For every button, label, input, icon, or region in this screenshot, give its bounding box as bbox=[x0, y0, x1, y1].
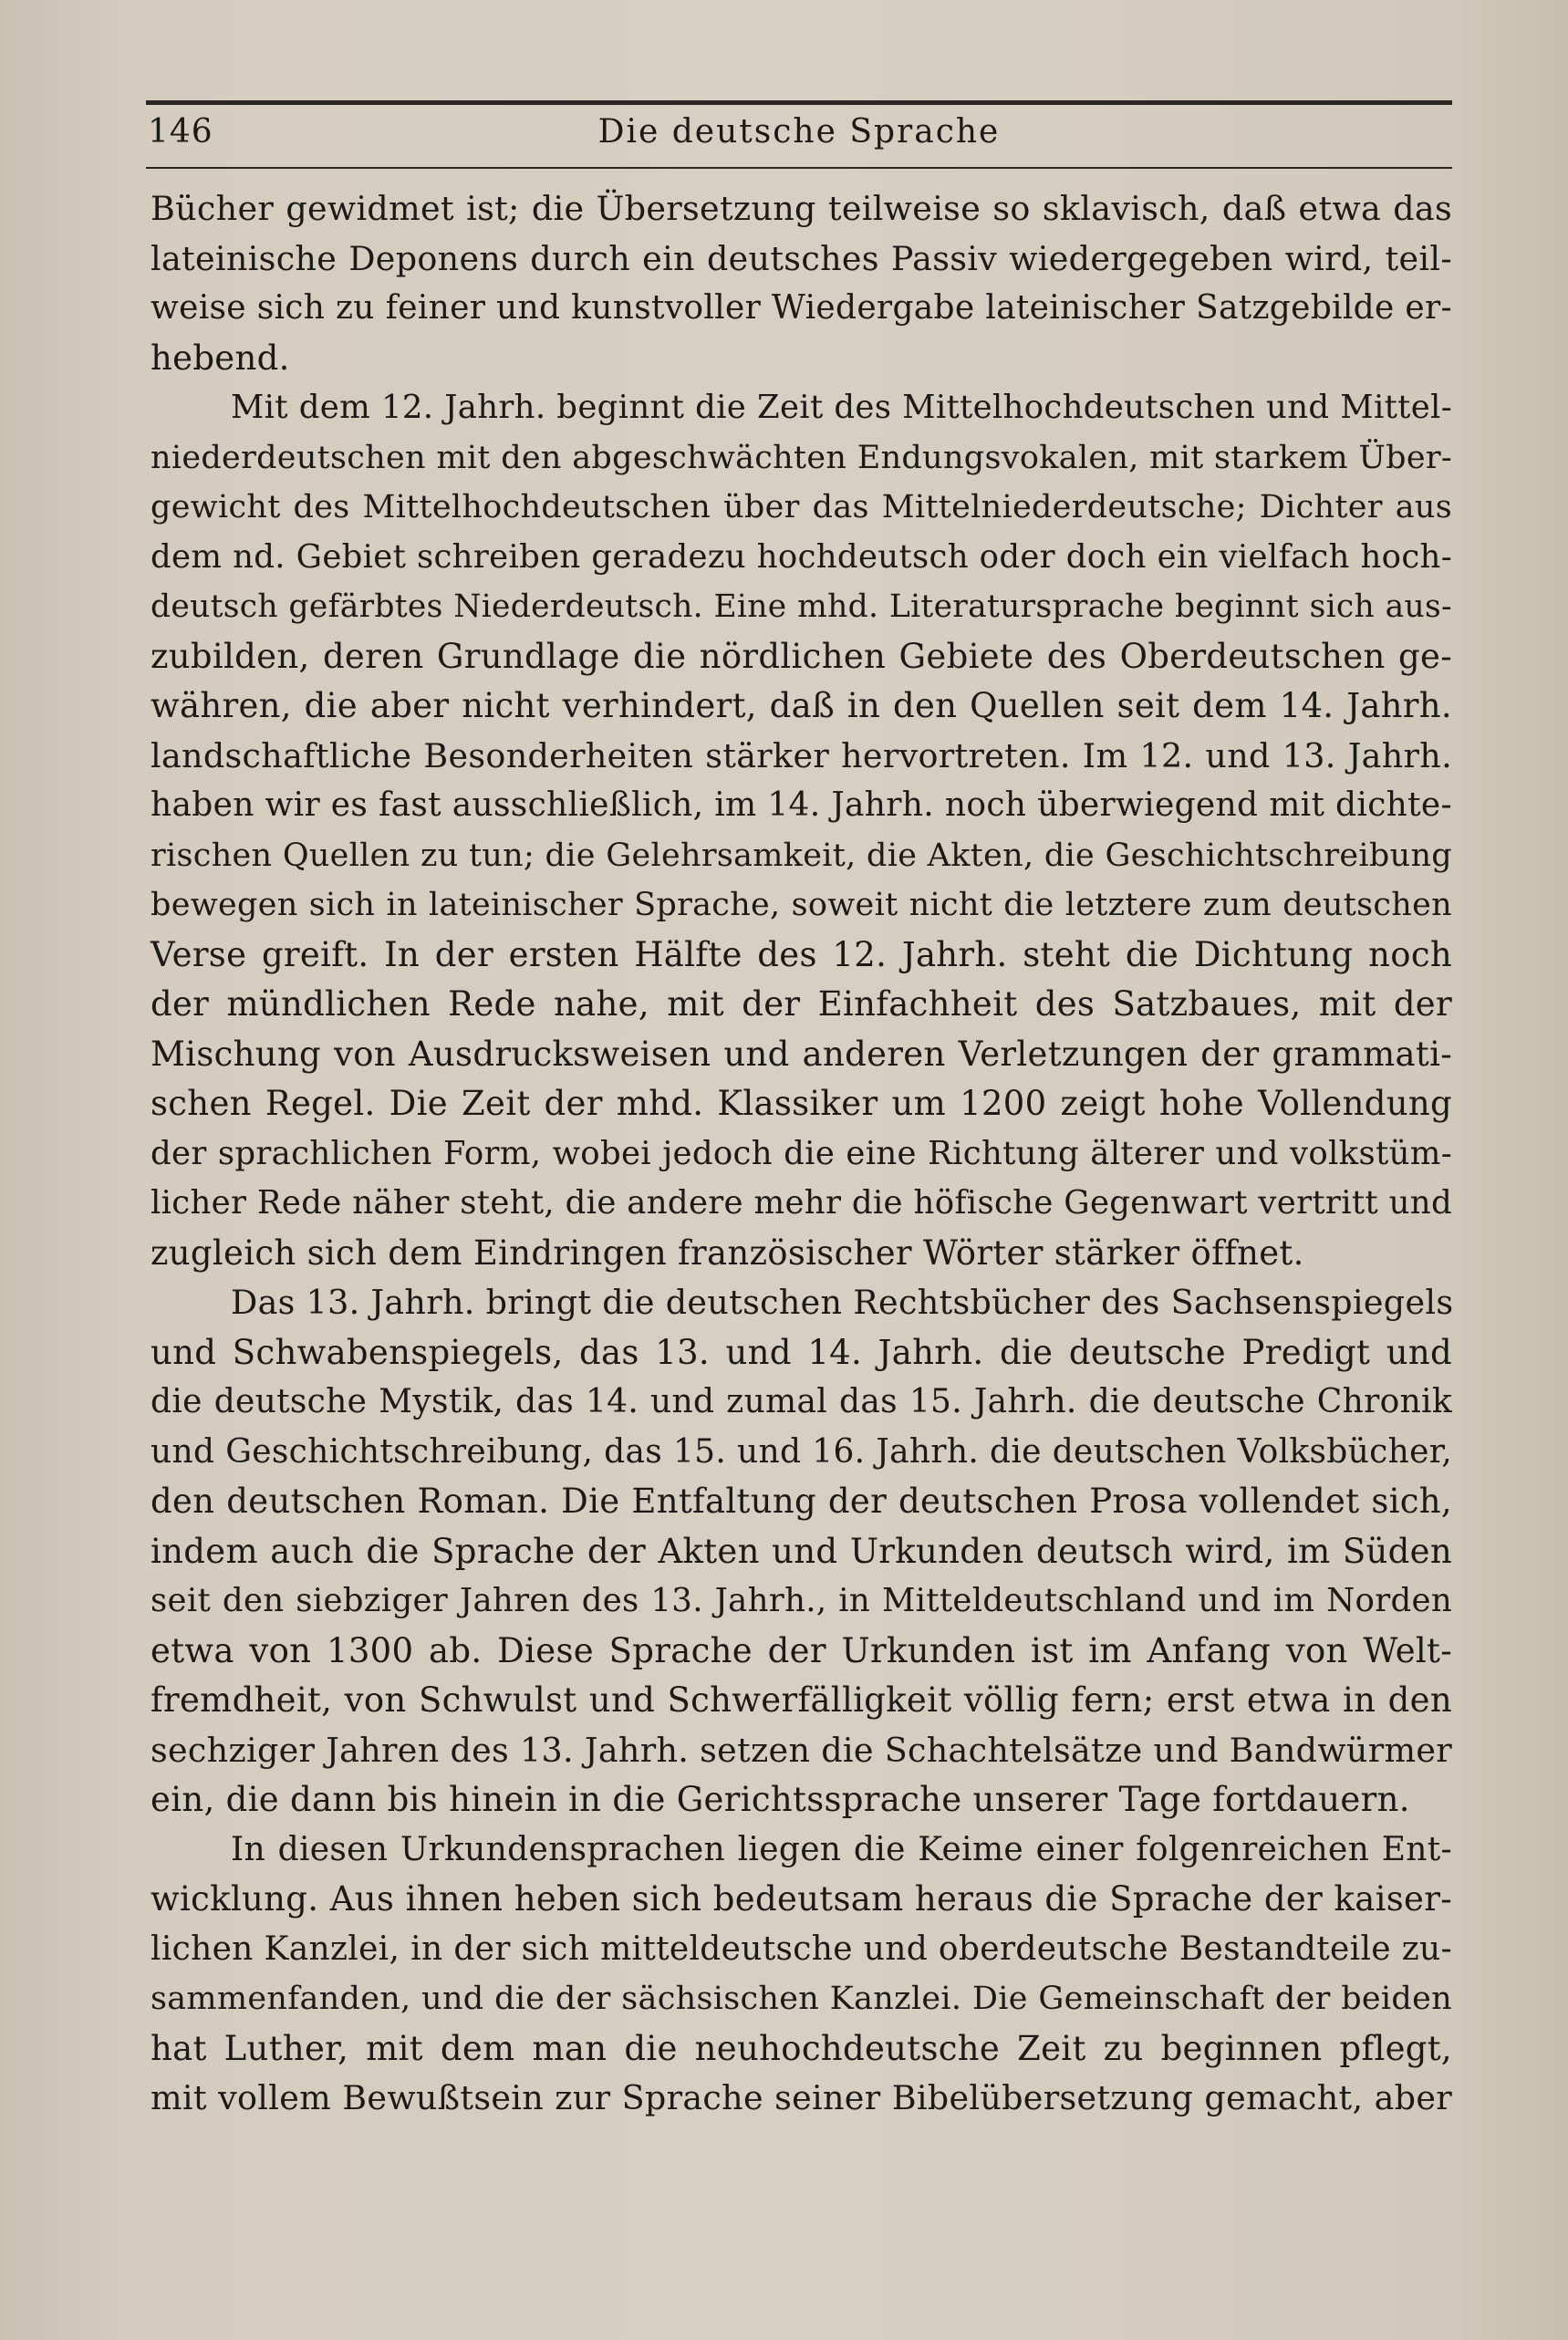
body-text bbox=[151, 184, 1452, 2124]
text-line: schen Regel. Die Zeit der mhd. Klassiker um 1200 zeigt hohe Vollendung bbox=[151, 1084, 1452, 1123]
page-header bbox=[146, 108, 1452, 162]
text-line: währen, die aber nicht verhindert, daß in den Quellen seit dem 14. Jahrh. bbox=[151, 686, 1452, 725]
text-line: ein, die dann bis hinein in die Gerichtssprache unserer Tage fortdauern. bbox=[151, 1780, 1410, 1819]
paragraph-start-line: In diesen Urkundensprachen liegen die Keime einer folgenreichen Ent- bbox=[231, 1830, 1452, 1868]
text-line: lateinische Deponens durch ein deutsches Passiv wiedergegeben wird, teil- bbox=[151, 238, 1452, 278]
text-line: haben wir es fast ausschließlich, im 14. Jahrh. noch überwiegend mit dichte- bbox=[151, 786, 1452, 824]
text-line: und Schwabenspiegels, das 13. und 14. Jahrh. die deutsche Predigt und bbox=[151, 1332, 1452, 1372]
text-line: Bücher gewidmet ist; die Übersetzung teilweise so sklavisch, daß etwa das bbox=[151, 189, 1452, 228]
text-line: sechziger Jahren des 13. Jahrh. setzen die Schachtelsätze und Bandwürmer bbox=[151, 1730, 1452, 1770]
text-line: seit den siebziger Jahren des 13. Jahrh., in Mitteldeutschland und im Norden bbox=[151, 1582, 1452, 1619]
text-line: fremdheit, von Schwulst und Schwerfälligkeit völlig fern; erst etwa in den bbox=[151, 1680, 1452, 1720]
text-line: landschaftliche Besonderheiten stärker hervortreten. Im 12. und 13. Jahrh. bbox=[151, 735, 1452, 775]
text-line: den deutschen Roman. Die Entfaltung der deutschen Prosa vollendet sich, bbox=[151, 1482, 1452, 1521]
text-line: hebend. bbox=[151, 338, 290, 378]
text-line: bewegen sich in lateinischer Sprache, soweit nicht die letztere zum deutschen bbox=[151, 887, 1452, 923]
paragraph-start-line: Das 13. Jahrh. bringt die deutschen Rechtsbücher des Sachsenspiegels bbox=[231, 1283, 1454, 1322]
text-line: sammenfanden, und die der sächsischen Kanzlei. Die Gemeinschaft der beiden bbox=[151, 1981, 1452, 2017]
text-line: rischen Quellen zu tun; die Gelehrsamkeit, die Akten, die Geschichtschreibung bbox=[151, 837, 1452, 874]
paragraph-start-line: Mit dem 12. Jahrh. beginnt die Zeit des Mittelhochdeutschen und Mittel- bbox=[231, 389, 1452, 426]
text-line: mit vollem Bewußtsein zur Sprache seiner Bibelübersetzung gemacht, aber bbox=[151, 2078, 1452, 2117]
text-line: deutsch gefärbtes Niederdeutsch. Eine mhd. Literatursprache beginnt sich aus- bbox=[151, 588, 1452, 625]
text-line: lichen Kanzlei, in der sich mitteldeutsche und oberdeutsche Bestandteile zu- bbox=[151, 1929, 1452, 1968]
header-rule-top bbox=[146, 100, 1452, 105]
text-line: indem auch die Sprache der Akten und Urkunden deutsch wird, im Süden bbox=[151, 1531, 1452, 1571]
text-line: etwa von 1300 ab. Diese Sprache der Urkunden ist im Anfang von Welt- bbox=[151, 1630, 1452, 1670]
text-line: gewicht des Mittelhochdeutschen über das Mittelniederdeutsche; Dichter aus bbox=[151, 489, 1452, 525]
text-line: die deutsche Mystik, das 14. und zumal das 15. Jahrh. die deutsche Chronik bbox=[151, 1383, 1452, 1420]
text-line: der sprachlichen Form, wobei jedoch die eine Richtung älterer und volkstüm- bbox=[151, 1134, 1452, 1172]
text-line: hat Luther, mit dem man die neuhochdeutsche Zeit zu beginnen pflegt, bbox=[151, 2028, 1452, 2068]
text-line: zugleich sich dem Eindringen französischer Wörter stärker öffnet. bbox=[151, 1232, 1304, 1273]
text-line: niederdeutschen mit den abgeschwächten Endungsvokalen, mit starkem Über- bbox=[151, 439, 1452, 476]
text-line: dem nd. Gebiet schreiben geradezu hochdeutsch oder doch ein vielfach hoch- bbox=[151, 537, 1452, 576]
text-line: Verse greift. In der ersten Hälfte des 12. Jahrh. steht die Dichtung noch bbox=[151, 934, 1452, 974]
page-number: 146 bbox=[148, 113, 213, 151]
header-rule-bottom bbox=[146, 167, 1452, 169]
text-line: der mündlichen Rede nahe, mit der Einfachheit des Satzbaues, mit der bbox=[151, 984, 1452, 1024]
running-title: Die deutsche Sprache bbox=[597, 113, 1001, 151]
text-line: weise sich zu feiner und kunstvoller Wiedergabe lateinischer Satzgebilde er- bbox=[151, 289, 1452, 327]
text-line: und Geschichtschreibung, das 15. und 16. Jahrh. die deutschen Volksbücher, bbox=[151, 1432, 1452, 1471]
text-line: wicklung. Aus ihnen heben sich bedeutsam heraus die Sprache der kaiser- bbox=[151, 1879, 1452, 1919]
text-line: zubilden, deren Grundlage die nördlichen Gebiete des Oberdeutschen ge- bbox=[151, 636, 1452, 676]
text-line: licher Rede näher steht, die andere mehr die höfische Gegenwart vertritt und bbox=[151, 1184, 1452, 1222]
text-line: Mischung von Ausdrucksweisen und anderen Verletzungen der grammati- bbox=[151, 1034, 1452, 1074]
